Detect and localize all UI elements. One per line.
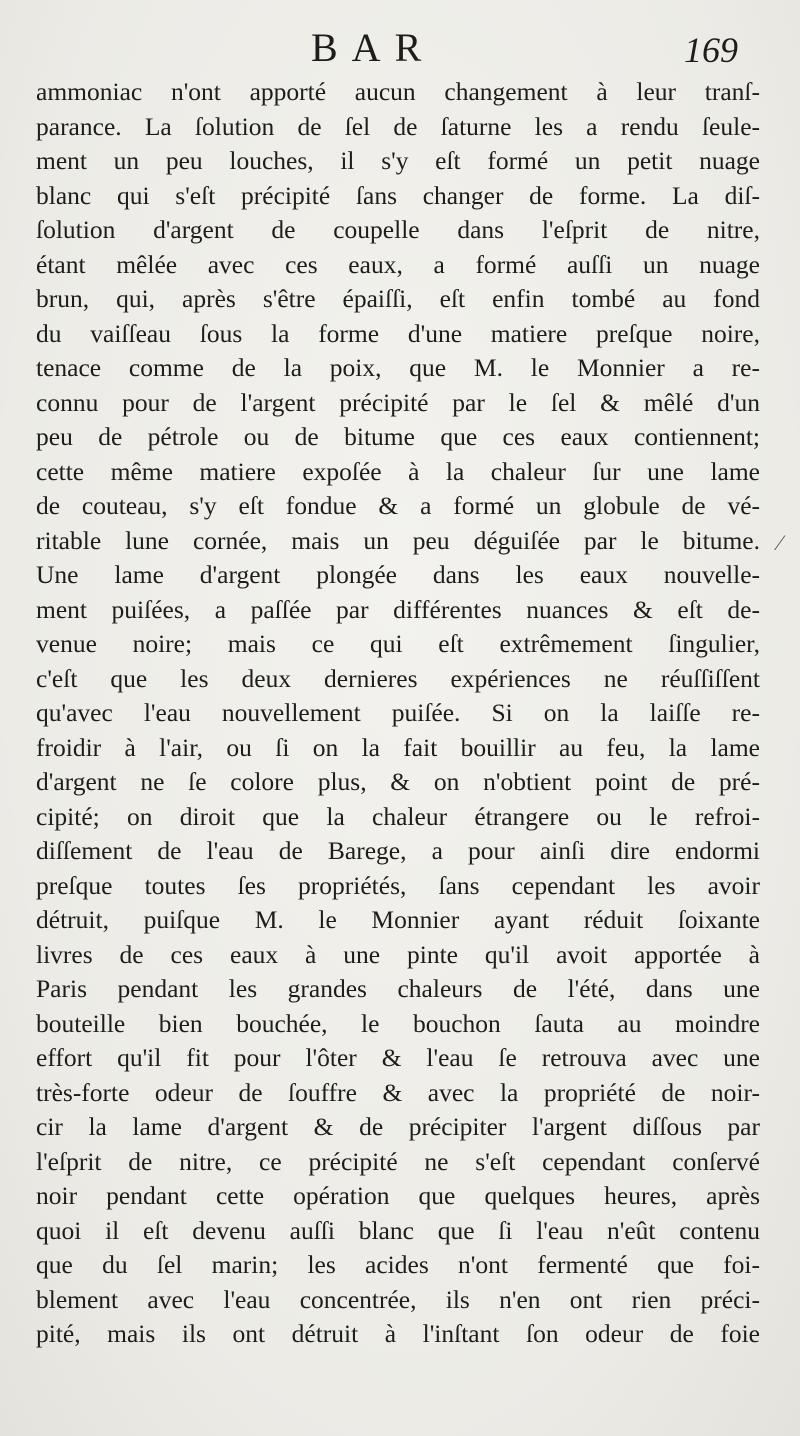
text-line: preſque toutes ſes propriétés, ſans cependant les avoir — [36, 870, 760, 900]
text-line: cette même matiere expoſée à la chaleur ſur une lame — [36, 456, 760, 486]
text-line: effort qu'il fit pour l'ôter & l'eau ſe retrouva avec une — [36, 1043, 760, 1072]
text-line: livres de ces eaux à une pinte qu'il avoit apportée à — [36, 939, 760, 969]
text-line: diſſement de l'eau de Barege, a pour ainſi dire endormi — [36, 836, 760, 865]
text-line: d'argent ne ſe colore plus, & on n'obtient point de pré- — [36, 767, 760, 796]
text-line: noir pendant cette opération que quelques heures, après — [36, 1181, 760, 1210]
text-line: de couteau, s'y eſt fondue & a formé un globule de vé- — [36, 491, 760, 520]
text-line: du vaiſſeau ſous la forme d'une matiere preſque noire, — [36, 318, 760, 348]
text-line: ſolution d'argent de coupelle dans l'eſprit de nitre, — [36, 215, 760, 244]
text-line: cipité; on diroit que la chaleur étrangere ou le refroi- — [36, 801, 760, 831]
text-line: blanc qui s'eſt précipité ſans changer de forme. La diſ- — [36, 180, 760, 210]
text-line: Une lame d'argent plongée dans les eaux nouvelle- — [36, 560, 760, 589]
text-line: l'eſprit de nitre, ce précipité ne s'eſt cependant conſervé — [36, 1146, 760, 1176]
text-line: blement avec l'eau concentrée, ils n'en ont rien préci- — [36, 1284, 760, 1314]
text-line: très-forte odeur de ſouffre & avec la propriété de noir- — [36, 1077, 760, 1107]
text-line: ment un peu louches, il s'y eſt formé un petit nuage — [36, 146, 760, 175]
margin-mark: ⁄ — [778, 530, 782, 555]
text-line: c'eſt que les deux dernieres expériences ne réuſſiſſent — [36, 663, 760, 693]
text-line: cir la lame d'argent & de précipiter l'argent diſſous par — [36, 1112, 760, 1141]
text-line: ment puiſées, a paſſée par différentes nuances & eſt de- — [36, 594, 760, 624]
body-text — [36, 75, 760, 1352]
page-number: 169 — [684, 30, 738, 70]
text-line: Paris pendant les grandes chaleurs de l'été, dans une — [36, 974, 760, 1003]
text-line: ammoniac n'ont apporté aucun changement à leur tranſ- — [36, 77, 760, 106]
text-line: pité, mais ils ont détruit à l'inſtant ſon odeur de foie — [36, 1319, 760, 1348]
text-line: étant mêlée avec ces eaux, a formé auſſi un nuage — [36, 249, 760, 279]
text-line: connu pour de l'argent précipité par le ſel & mêlé d'un — [36, 387, 760, 417]
text-line: venue noire; mais ce qui eſt extrêmement ſingulier, — [36, 629, 760, 658]
text-line: qu'avec l'eau nouvellement puiſée. Si on la laiſſe re- — [36, 698, 760, 727]
text-line: que du ſel marin; les acides n'ont fermenté que foi- — [36, 1250, 760, 1279]
text-line: bouteille bien bouchée, le bouchon ſauta au moindre — [36, 1008, 760, 1038]
running-title: BAR — [311, 25, 436, 70]
text-line: peu de pétrole ou de bitume que ces eaux contiennent; — [36, 422, 760, 451]
text-line: détruit, puiſque M. le Monnier ayant réduit ſoixante — [36, 905, 760, 934]
text-line: froidir à l'air, ou ſi on la fait bouillir au feu, la lame — [36, 732, 760, 762]
text-line: brun, qui, après s'être épaiſſi, eſt enfin tombé au fond — [36, 284, 760, 313]
text-line: quoi il eſt devenu auſſi blanc que ſi l'eau n'eût contenu — [36, 1215, 760, 1245]
running-head — [0, 22, 800, 74]
text-line: tenace comme de la poix, que M. le Monnier a re- — [36, 353, 760, 382]
text-line: parance. La ſolution de ſel de ſaturne les a rendu ſeule- — [36, 111, 760, 141]
text-line: ritable lune cornée, mais un peu déguiſée par le bitume. — [36, 525, 760, 555]
